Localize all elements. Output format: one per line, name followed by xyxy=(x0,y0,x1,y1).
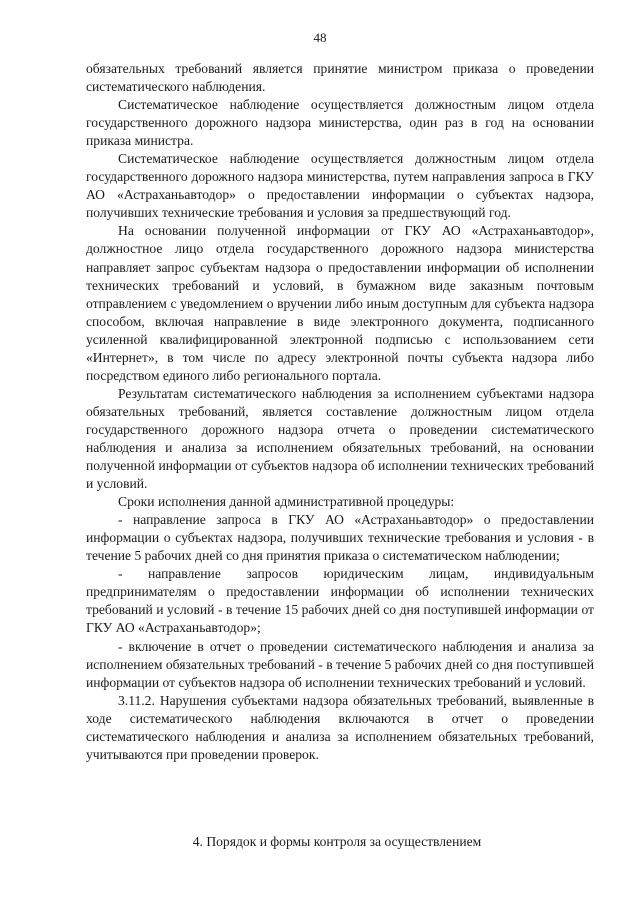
paragraph-continuation: обязательных требований является принятие министром приказа о проведении систематического наблюдения. xyxy=(86,61,594,95)
list-item-deadline-inquiries: - направление запросов юридическим лицам, индивидуальным предпринимателям о предоставлении информации об исполнении технических требований и условий - в течение 15 рабочих дней со дня поступившей информации от ГКУ АО «Астраханьавтодор»; xyxy=(86,566,594,636)
list-item-deadline-request: - направление запроса в ГКУ АО «Астраханьавтодор» о предоставлении информации о субъектах надзора, получивших технические требования и условия - в течение 5 рабочих дней со дня принятия приказа о систематическом наблюдении; xyxy=(86,512,594,564)
paragraph-clause-3-11-2: 3.11.2. Нарушения субъектами надзора обязательных требований, выявленные в ходе систематического наблюдения включаются в отчет о проведении систематического наблюдения и анализа за исполнением обязательных требований, учитываются при проведении проверок. xyxy=(86,692,594,762)
paragraph-request-to-subjects: На основании полученной информации от ГКУ АО «Астраханьавтодор», должностное лицо отдела государственного дорожного надзора министерства направляет запрос субъектам надзора о предоставлении информации об исполнении технических требований и условий, в бумажном виде заказным почтовым отправлением с уведомлением о вручении либо иным доступным для субъекта надзора способом, включая направление в виде электронного документа, подписанного усиленной квалифицированной электронной подписью с использованием сети «Интернет», в том числе по адресу электронной почты субъекта надзора либо посредством единого либо регионального портала. xyxy=(86,223,594,383)
paragraph-observation-request: Систематическое наблюдение осуществляется должностным лицом отдела государственного дорожного надзора министерства, путем направления запроса в ГКУ АО «Астраханьавтодор» о предоставлении информации о субъектах надзора, получивших технические требования и условия за предшествующий год. xyxy=(86,151,594,221)
paragraph-observation-frequency: Систематическое наблюдение осуществляется должностным лицом отдела государственного дорожного надзора министерства, один раз в год на основании приказа министра. xyxy=(86,97,594,149)
list-item-deadline-report: - включение в отчет о проведении систематического наблюдения и анализа за исполнением обязательных требований - в течение 5 рабочих дней со дня поступившей информации от субъектов надзора об исполнении технических требований и условий. xyxy=(86,638,594,690)
body-text xyxy=(86,60,594,764)
paragraph-observation-results: Результатам систематического наблюдения за исполнением субъектами надзора обязательных требований, является составление должностным лицом отдела государственного дорожного надзора отчета о проведении систематического наблюдения и анализа за исполнением обязательных требований, на основании полученной информации от субъектов надзора об исполнении технических требований и условий. xyxy=(86,385,594,492)
section-heading: 4. Порядок и формы контроля за осуществлением xyxy=(192,834,482,849)
page-number: 48 xyxy=(313,30,327,45)
paragraph-deadlines-intro: Сроки исполнения данной административной процедуры: xyxy=(118,494,455,510)
